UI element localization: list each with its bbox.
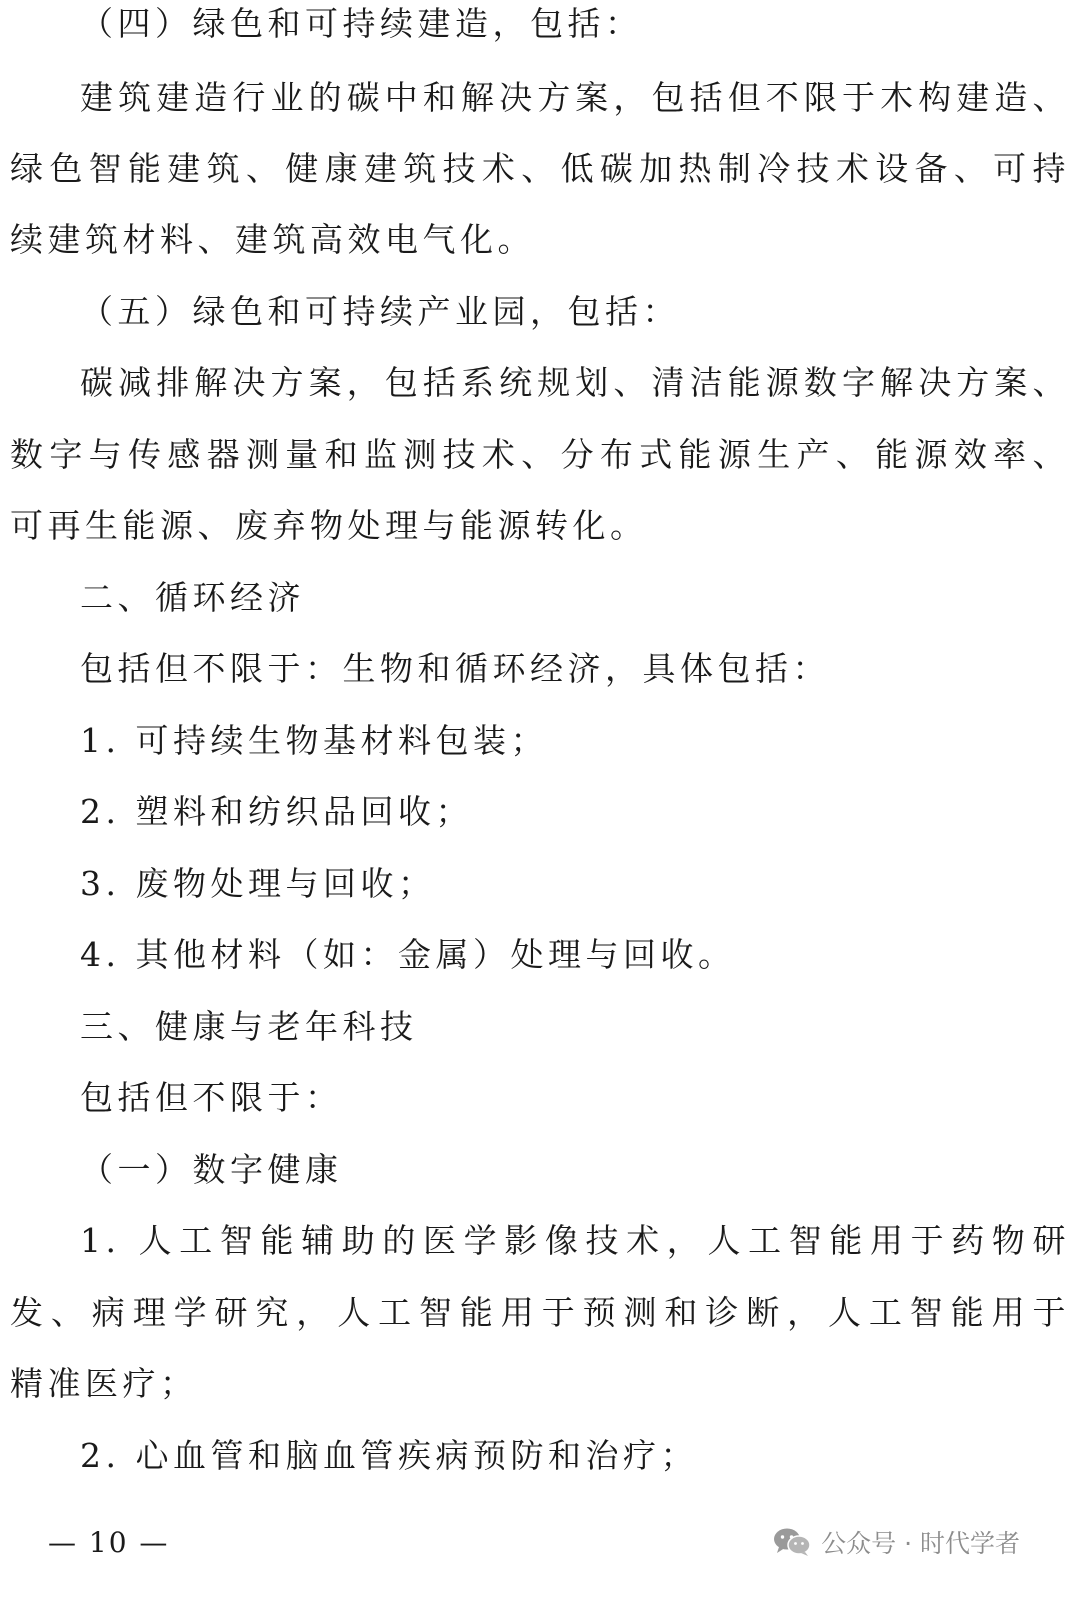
list-item: 3. 废物处理与回收； xyxy=(80,864,436,903)
paragraph-line: 绿色智能建筑、健康建筑技术、低碳加热制冷技术设备、可持 xyxy=(10,149,1070,188)
watermark xyxy=(773,1522,1020,1562)
section-heading-circular-economy: 二、循环经济 xyxy=(80,578,305,617)
list-item: 2. 心血管和脑血管疾病预防和治疗； xyxy=(80,1436,698,1475)
page-number: — 10 — xyxy=(48,1526,170,1559)
section-heading-green-construction: （四）绿色和可持续建造，包括： xyxy=(80,4,643,43)
list-item: 1. 可持续生物基材料包装； xyxy=(80,721,548,760)
paragraph-line: 包括但不限于：生物和循环经济，具体包括： xyxy=(80,649,830,688)
paragraph-line: 包括但不限于： xyxy=(80,1078,343,1117)
paragraph-line: 可再生能源、废弃物处理与能源转化。 xyxy=(10,506,648,545)
paragraph-line: 数字与传感器测量和监测技术、分布式能源生产、能源效率、 xyxy=(10,435,1070,474)
paragraph-line: 精准医疗； xyxy=(10,1364,198,1403)
section-heading-green-industrial-park: （五）绿色和可持续产业园，包括： xyxy=(80,292,680,331)
list-item: 2. 塑料和纺织品回收； xyxy=(80,792,473,831)
paragraph-line: 建筑建造行业的碳中和解决方案，包括但不限于木构建造、 xyxy=(80,78,1070,117)
paragraph-line: 续建筑材料、建筑高效电气化。 xyxy=(10,220,535,259)
paragraph-line: 碳减排解决方案，包括系统规划、清洁能源数字解决方案、 xyxy=(80,363,1070,402)
watermark-text: 公众号 · 时代学者 xyxy=(821,1529,1020,1558)
list-item: 4. 其他材料（如：金属）处理与回收。 xyxy=(80,935,736,974)
paragraph-line: 发、病理学研究，人工智能用于预测和诊断，人工智能用于 xyxy=(10,1293,1070,1332)
section-heading-digital-health: （一）数字健康 xyxy=(80,1150,343,1189)
section-heading-health-aging-tech: 三、健康与老年科技 xyxy=(80,1007,418,1046)
list-item: 1. 人工智能辅助的医学影像技术，人工智能用于药物研 xyxy=(80,1221,1070,1260)
wechat-icon xyxy=(773,1527,811,1557)
